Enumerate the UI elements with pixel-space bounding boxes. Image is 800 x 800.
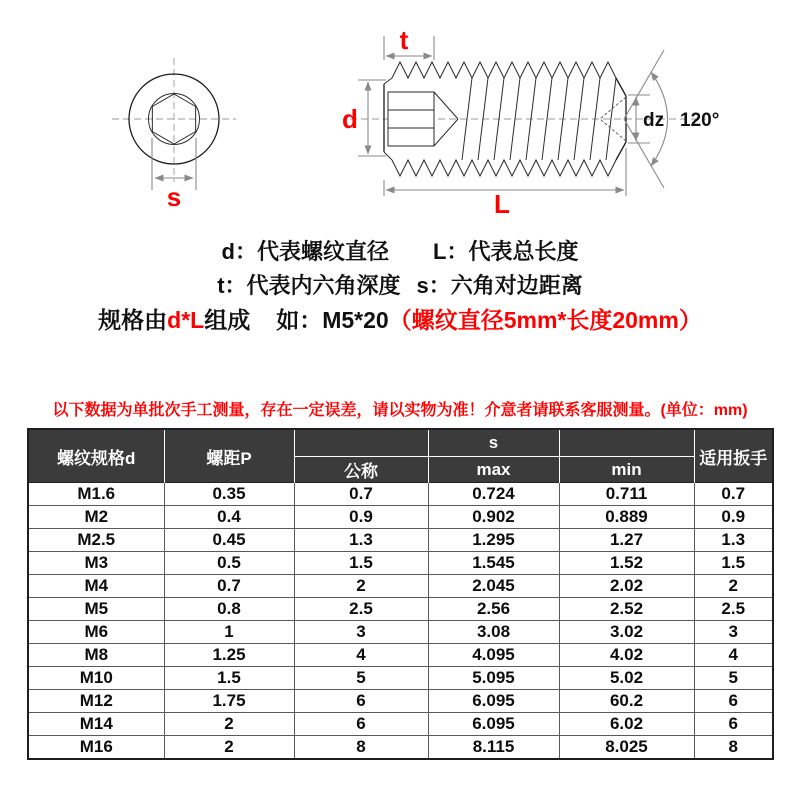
table-cell: M8	[28, 644, 164, 667]
table-cell: 2.52	[559, 598, 694, 621]
table-row	[28, 713, 773, 736]
spec-mid1: 组成	[204, 307, 251, 333]
table-cell: 1.3	[694, 529, 773, 552]
table-row	[28, 483, 773, 506]
measurement-notice: 以下数据为单批次手工测量，存在一定误差，请以实物为准！介意者请联系客服测量。(单位：mm)	[52, 402, 748, 419]
dz-dimension-label: dz	[643, 110, 665, 131]
table-cell: 5.02	[559, 667, 694, 690]
d-dimension	[342, 80, 386, 156]
table-cell: 5.095	[428, 667, 559, 690]
spec-table-body	[28, 483, 773, 760]
header-pitch: 螺距P	[164, 429, 294, 483]
spec-prefix: 规格由	[98, 307, 168, 333]
table-cell: 1.5	[164, 667, 294, 690]
table-cell: 2.045	[428, 575, 559, 598]
legend-t-desc: t：代表内六角深度	[217, 273, 401, 298]
header-empty-cell	[294, 429, 428, 457]
table-cell: 5	[694, 667, 773, 690]
legend-s-desc: s：六角对边距离	[416, 273, 583, 298]
table-row	[28, 736, 773, 760]
table-cell: 2	[164, 736, 294, 760]
table-cell: 2.5	[294, 598, 428, 621]
thread-crest-top	[392, 62, 616, 78]
table-cell: 0.8	[164, 598, 294, 621]
table-cell: 3	[294, 621, 428, 644]
table-cell: 2.56	[428, 598, 559, 621]
table-cell: 6.02	[559, 713, 694, 736]
table-row	[28, 529, 773, 552]
table-cell: 0.724	[428, 483, 559, 506]
header-max: max	[428, 457, 559, 483]
t-dimension	[384, 25, 434, 60]
table-cell: M5	[28, 598, 164, 621]
table-cell: 1.295	[428, 529, 559, 552]
header-min: min	[559, 457, 694, 483]
header-thread-spec: 螺纹规格d	[28, 429, 164, 483]
table-cell: 1.5	[694, 552, 773, 575]
table-row	[28, 598, 773, 621]
table-cell: 8.025	[559, 736, 694, 760]
table-cell: M2.5	[28, 529, 164, 552]
table-cell: 1.5	[294, 552, 428, 575]
table-cell: 8	[694, 736, 773, 760]
spec-table	[27, 428, 774, 760]
table-cell: M1.6	[28, 483, 164, 506]
table-cell: M4	[28, 575, 164, 598]
table-cell: 4	[294, 644, 428, 667]
legend-line-diameter-length	[0, 236, 800, 268]
table-row	[28, 690, 773, 713]
table-cell: M16	[28, 736, 164, 760]
spec-format-red: d*L	[167, 307, 205, 333]
table-cell: M10	[28, 667, 164, 690]
legend-L-desc: L：代表总长度	[433, 239, 579, 264]
legend-line-depth-hex	[0, 270, 800, 302]
table-cell: 1.3	[294, 529, 428, 552]
table-cell: 2.5	[694, 598, 773, 621]
table-row	[28, 506, 773, 529]
header-s-group: s	[428, 429, 559, 457]
L-dimension-label: L	[494, 189, 510, 219]
hex-socket-front-view	[112, 58, 236, 212]
table-cell: 1.25	[164, 644, 294, 667]
header-nominal: 公称	[294, 457, 428, 483]
s-dimension-label: s	[166, 182, 182, 212]
header-wrench: 适用扳手	[694, 429, 773, 483]
spec-table-header	[28, 429, 773, 483]
table-cell: M12	[28, 690, 164, 713]
table-cell: 0.889	[559, 506, 694, 529]
table-cell: 6.095	[428, 713, 559, 736]
spec-example: 如：M5*20	[276, 307, 389, 333]
table-cell: 2.02	[559, 575, 694, 598]
table-cell: 1.75	[164, 690, 294, 713]
table-cell: 3	[694, 621, 773, 644]
table-cell: 8.115	[428, 736, 559, 760]
table-cell: 3.02	[559, 621, 694, 644]
table-cell: 6	[694, 713, 773, 736]
table-cell: 0.711	[559, 483, 694, 506]
legend-d-desc: d：代表螺纹直径	[221, 239, 389, 264]
table-cell: M14	[28, 713, 164, 736]
table-cell: 5	[294, 667, 428, 690]
set-screw-technical-drawing	[0, 0, 800, 232]
table-row	[28, 667, 773, 690]
table-cell: 0.9	[694, 506, 773, 529]
table-cell: 0.902	[428, 506, 559, 529]
table-cell: 1.27	[559, 529, 694, 552]
t-dimension-label: t	[399, 25, 409, 55]
table-cell: 0.7	[694, 483, 773, 506]
set-screw-side-view	[342, 25, 719, 219]
header-empty-cell	[559, 429, 694, 457]
table-cell: 2	[694, 575, 773, 598]
table-cell: 0.5	[164, 552, 294, 575]
legend-line-spec-format	[0, 304, 800, 336]
table-cell: 1.545	[428, 552, 559, 575]
table-cell: 4.095	[428, 644, 559, 667]
table-cell: 1.52	[559, 552, 694, 575]
table-cell: 4	[694, 644, 773, 667]
thread-crest-bottom	[392, 160, 616, 176]
table-cell: M6	[28, 621, 164, 644]
table-cell: 3.08	[428, 621, 559, 644]
table-cell: 0.7	[164, 575, 294, 598]
table-row	[28, 552, 773, 575]
table-cell: 0.35	[164, 483, 294, 506]
table-cell: 6	[294, 713, 428, 736]
table-cell: 4.02	[559, 644, 694, 667]
spec-example-red: （螺纹直径5mm*长度20mm）	[388, 307, 702, 333]
table-cell: 60.2	[559, 690, 694, 713]
table-cell: 0.7	[294, 483, 428, 506]
table-cell: M3	[28, 552, 164, 575]
table-cell: 6.095	[428, 690, 559, 713]
table-cell: 6	[694, 690, 773, 713]
table-cell: 6	[294, 690, 428, 713]
table-cell: M2	[28, 506, 164, 529]
table-row	[28, 644, 773, 667]
table-cell: 0.45	[164, 529, 294, 552]
table-cell: 2	[164, 713, 294, 736]
table-cell: 1	[164, 621, 294, 644]
table-row	[28, 575, 773, 598]
table-cell: 0.4	[164, 506, 294, 529]
hex-socket-cavity	[388, 92, 458, 146]
table-cell: 8	[294, 736, 428, 760]
table-row	[28, 621, 773, 644]
angle-120-label: 120°	[680, 110, 720, 131]
table-cell: 0.9	[294, 506, 428, 529]
table-cell: 2	[294, 575, 428, 598]
d-dimension-label: d	[342, 104, 358, 134]
